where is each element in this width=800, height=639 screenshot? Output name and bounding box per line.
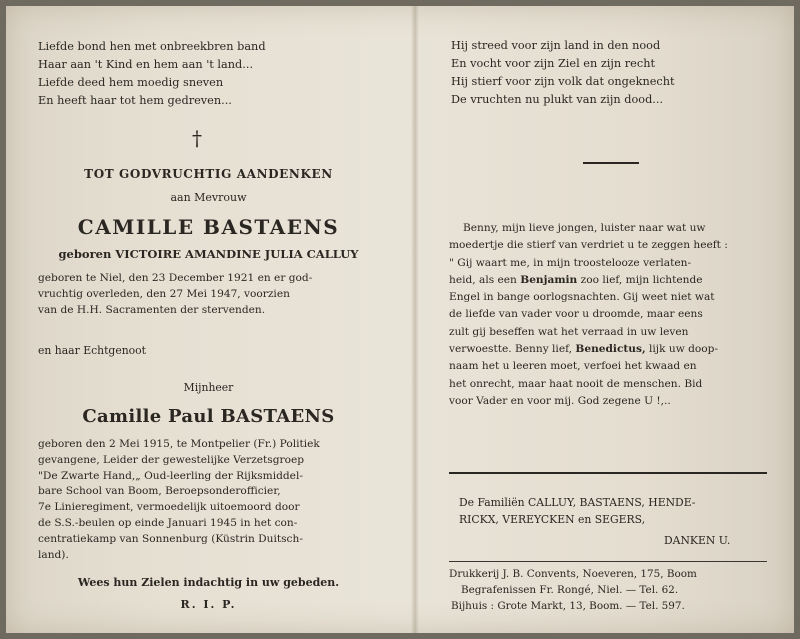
letter-text: verwoestte. Benny lief, (449, 343, 576, 356)
biography-line: de S.S.-beulen op einde Januari 1945 in het con- (38, 516, 298, 529)
letter-line (449, 272, 728, 289)
deceased-name-wife: CAMILLE BASTAENS (77, 215, 340, 239)
imprint-line: Begrafenissen Fr. Rongé, Niel. — Tel. 62. (461, 584, 679, 596)
letter-line: naam het u leeren moet, verfoei het kwaad en (449, 360, 697, 373)
letter-line (449, 220, 728, 237)
right-page (419, 6, 794, 633)
thanks-closing: DANKEN U. (664, 534, 731, 547)
divider-short (583, 162, 639, 164)
imprint-line: Bijhuis : Grote Markt, 13, Boom. — Tel. 597. (451, 600, 685, 612)
poem-line: Liefde bond hen met onbreekbren band (38, 40, 266, 53)
name-benedictus: Benedictus, (575, 343, 646, 356)
biography-line: vruchtig overleden, den 27 Mei 1947, voorzien (38, 287, 290, 300)
rip-text: R. I. P. (180, 598, 237, 611)
biography-line: "De Zwarte Hand,„ Oud-leerling der Rijksmiddel- (38, 469, 303, 482)
left-poem (38, 38, 266, 110)
letter-text: heid, als een (449, 273, 521, 286)
imprint-line: Drukkerij J. B. Convents, Noeveren, 175, Boom (449, 568, 697, 580)
name-benjamin: Benjamin (520, 273, 578, 286)
printer-imprint (449, 566, 697, 614)
poem-line: En heeft haar tot hem gedreven... (38, 94, 232, 107)
letter-line: " Gij waart me, in mijn troostelooze verlaten- (449, 256, 692, 269)
biography-line: centratiekamp van Sonnenburg (Küstrin Duitsch- (38, 532, 303, 545)
card-fold (411, 6, 419, 633)
right-poem (451, 37, 675, 109)
poem-line: De vruchten nu plukt van zijn dood... (451, 93, 664, 106)
letter-line: Engel in bange oorlogsnachten. Gij weet niet wat (449, 291, 715, 304)
poem-line: En vocht voor zijn Ziel en zijn recht (451, 57, 656, 70)
wife-biography (38, 271, 312, 318)
salutation-mijnheer: Mijnheer (183, 381, 234, 394)
spouse-intro: en haar Echtgenoot (38, 344, 147, 357)
left-page (6, 6, 411, 633)
biography-line: bare School van Boom, Beroepsonderofficier, (38, 485, 281, 498)
poem-line: Haar aan 't Kind en hem aan 't land... (38, 58, 254, 71)
poem-line: Liefde deed hem moedig sneven (38, 76, 224, 89)
deceased-name-husband: Camille Paul BASTAENS (82, 406, 335, 427)
cross-icon: † (192, 126, 202, 150)
letter-text: zoo lief, mijn lichtende (577, 273, 703, 286)
letter-line (449, 341, 728, 358)
memorial-card (6, 6, 794, 633)
divider-thin (449, 561, 767, 562)
divider-long (449, 472, 767, 474)
poem-line: Hij stierf voor zijn volk dat ongeknecht (451, 75, 675, 88)
salutation-mevrouw: aan Mevrouw (170, 191, 247, 204)
letter-line: voor Vader en voor mij. God zegene U !,.. (449, 394, 671, 407)
letter-line: de liefde van vader voor u droomde, maar eens (449, 308, 703, 321)
biography-line: land). (38, 548, 69, 561)
letter-text: Benny, mijn lieve jongen, luister naar wat uw (463, 222, 706, 234)
letter-line: zult gij beseffen wat het verraad in uw leven (449, 325, 689, 338)
biography-line: 7e Linieregiment, vermoedelijk uitoemoord door (38, 501, 300, 514)
memorial-heading: TOT GODVRUCHTIG AANDENKEN (84, 167, 333, 181)
thanks-line: RICKX, VEREYCKEN en SEGERS, (459, 513, 646, 526)
thanks-line: De Familiën CALLUY, BASTAENS, HENDE- (459, 496, 696, 509)
letter-text: lijk uw doop- (645, 343, 719, 356)
birth-name: geboren VICTOIRE AMANDINE JULIA CALLUY (58, 247, 359, 261)
biography-line: geboren te Niel, den 23 December 1921 en er god- (38, 272, 313, 284)
letter-line: moedertje die stierf van verdriet u te zeggen heeft : (449, 239, 728, 252)
letter-line: het onrecht, maar haat nooit de menschen. Bid (449, 377, 703, 390)
family-thanks (459, 494, 695, 528)
mother-letter (449, 220, 728, 410)
husband-biography (38, 437, 320, 563)
biography-line: van de H.H. Sacramenten der stervenden. (38, 303, 266, 316)
prayer-request: Wees hun Zielen indachtig in uw gebeden. (77, 576, 340, 589)
biography-line: gevangene, Leider der gewestelijke Verzetsgroep (38, 453, 305, 466)
biography-line: geboren den 2 Mei 1915, te Montpelier (Fr.) Politiek (38, 438, 320, 450)
poem-line: Hij streed voor zijn land in den nood (451, 39, 661, 52)
